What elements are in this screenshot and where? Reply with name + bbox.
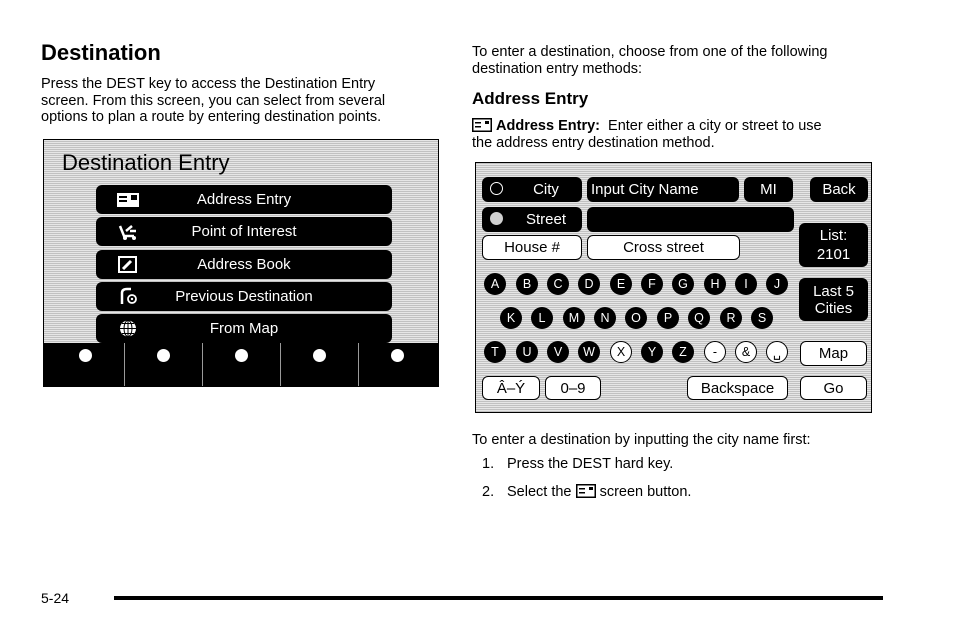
go-label: Go [823,379,844,397]
key-c[interactable]: C [547,273,569,295]
address-book-button[interactable] [96,250,392,279]
city-button[interactable] [482,177,582,202]
key-w[interactable]: W [578,341,600,363]
method-text: the address entry destination method. [472,134,715,151]
address-entry-description [472,118,822,151]
address-entry-icon [116,190,140,209]
step-text: Select the [507,484,572,500]
cross-street-button[interactable] [587,235,740,260]
key-o[interactable]: O [625,307,647,329]
street-radio-icon [490,212,503,225]
accent-label: Â–Ý [496,379,526,397]
menu-label: From Map [209,320,279,337]
house-label: House # [504,239,560,256]
section-title: Destination [41,40,161,65]
point-of-interest-icon [116,222,140,241]
divider [280,343,281,386]
soft-key-4[interactable] [312,348,327,363]
address-book-icon [116,255,140,274]
key-f[interactable]: F [641,273,663,295]
accent-characters-button[interactable] [482,376,540,400]
key-x[interactable]: X [610,341,632,363]
back-button[interactable] [810,177,868,202]
key-q[interactable]: Q [688,307,710,329]
previous-destination-button[interactable] [96,282,392,311]
backspace-button[interactable] [687,376,788,400]
key-g[interactable]: G [672,273,694,295]
key-d[interactable]: D [578,273,600,295]
step-item [472,484,691,501]
map-button[interactable] [800,341,867,366]
city-radio-icon [490,182,503,195]
key-v[interactable]: V [547,341,569,363]
input-city-name-label: Input City Name [591,181,699,198]
intro-line: To enter a destination, choose from one of the following [472,44,828,60]
intro-line: destination entry methods: [472,60,643,77]
backspace-label: Backspace [700,379,775,397]
key-p[interactable]: P [657,307,679,329]
key-i[interactable]: I [735,273,757,295]
method-label: Address Entry: [496,118,600,134]
key-r[interactable]: R [720,307,742,329]
address-entry-heading: Address Entry [472,89,589,108]
key-k[interactable]: K [500,307,522,329]
key-s[interactable]: S [751,307,773,329]
destination-entry-screen [43,139,439,387]
key-space[interactable]: ␣ [766,341,788,363]
soft-key-5[interactable] [390,348,405,363]
key-hyphen[interactable]: - [704,341,726,363]
city-first-intro: To enter a destination by inputting the city name first: [472,432,811,448]
street-input-field[interactable] [587,207,794,232]
input-city-name-button[interactable] [587,177,739,202]
intro-line: screen. From this screen, you can select from several [41,92,386,109]
key-m[interactable]: M [563,307,585,329]
intro-line: Press the DEST key to access the Destination Entry [41,76,376,92]
from-map-button[interactable] [96,314,392,343]
key-b[interactable]: B [516,273,538,295]
key-e[interactable]: E [610,273,632,295]
menu-label: Address Book [197,256,291,273]
menu-label: Address Entry [196,191,292,208]
soft-key-1[interactable] [78,348,93,363]
list-count: 2101 [816,246,851,263]
key-u[interactable]: U [516,341,538,363]
house-number-button[interactable] [482,235,582,260]
step-number: 1. [482,456,495,472]
key-l[interactable]: L [531,307,553,329]
key-h[interactable]: H [704,273,726,295]
steps-list [472,456,691,512]
go-button[interactable] [800,376,867,400]
back-label: Back [822,181,856,198]
previous-destination-icon [116,287,140,306]
method-text: Enter either a city or street to use [608,118,822,134]
last5-label-2: Cities [814,299,853,317]
divider [358,343,359,386]
soft-key-2[interactable] [156,348,171,363]
address-entry-button[interactable] [96,185,392,214]
key-n[interactable]: N [594,307,616,329]
key-z[interactable]: Z [672,341,694,363]
cross-street-label: Cross street [623,239,704,256]
point-of-interest-button[interactable] [96,217,392,246]
digits-label: 0–9 [560,379,586,397]
list-button[interactable] [799,223,868,267]
address-entry-icon [472,118,492,132]
step-text: screen button. [599,484,692,500]
step-text: Press the DEST hard key. [507,456,674,472]
menu-label: Previous Destination [175,288,313,305]
key-t[interactable]: T [484,341,506,363]
numbers-button[interactable] [545,376,601,400]
key-ampersand[interactable]: & [735,341,757,363]
last5-label-1: Last 5 [813,282,854,300]
key-j[interactable]: J [766,273,788,295]
intro-paragraph [41,76,385,126]
step-item [472,456,691,473]
globe-icon [116,319,140,338]
city-label: City [533,181,559,198]
map-label: Map [818,345,849,362]
soft-key-3[interactable] [234,348,249,363]
list-label: List: [819,227,848,244]
mi-label: MI [760,181,777,198]
footer-rule [114,596,883,600]
page-number: 5-24 [41,590,70,606]
mi-button[interactable] [744,177,793,202]
key-a[interactable]: A [484,273,506,295]
divider [202,343,203,386]
street-button[interactable] [482,207,582,232]
divider [124,343,125,386]
step-number: 2. [482,484,495,500]
last-5-cities-button[interactable] [799,278,868,321]
right-intro [472,44,827,77]
address-entry-screen [475,162,872,413]
address-entry-icon [576,484,596,498]
screen-title: Destination Entry [62,150,230,175]
intro-line: options to plan a route by entering destination points. [41,109,382,125]
street-label: Street [525,211,567,228]
key-y[interactable]: Y [641,341,663,363]
menu-label: Point of Interest [191,223,297,240]
